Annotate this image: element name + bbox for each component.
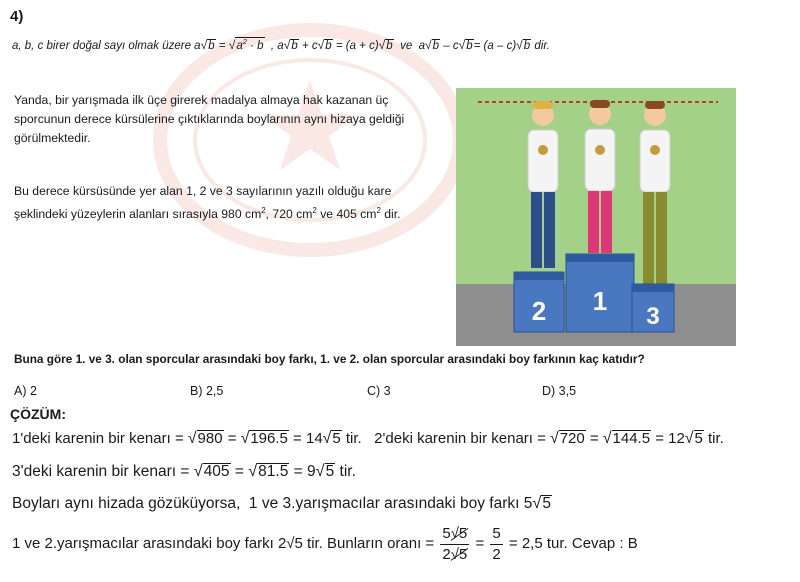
podium-label-third: 3 <box>646 303 660 330</box>
solution-line-1: 1'deki karenin bir kenarı = √980 = √196.5 = 14√5 tir. 2'deki karenin bir kenarı = √720 = √144.5 = 12√5 tir. <box>12 430 724 447</box>
question-prompt: Buna göre 1. ve 3. olan sporcular arasındaki boy farkı, 1. ve 2. olan sporcular arasındaki boy farkının kaç katıdır? <box>14 352 645 366</box>
solution-line-4: 1 ve 2.yarışmacılar arasındaki boy farkı 2√5 tir. Bunların oranı = $\frac{5√5}{2√5}$ = $\frac{5}{2}$ = 2,5 tur. Cevap : B <box>12 525 638 563</box>
paragraph-areas: Bu derece kürsüsünde yer alan 1, 2 ve 3 sayılarının yazılı olduğu kare şeklindeki yüzeylerin alanları sırasıyla 980 $cm^2$, 720 $cm^2$ ve 405 $cm^2$ dir. <box>14 184 401 222</box>
podium-block-first <box>566 254 634 332</box>
question-number: 4) <box>10 8 24 25</box>
podium-illustration <box>456 88 736 346</box>
choice-a[interactable]: A) 2 <box>14 384 37 398</box>
solution-line-3: Boyları aynı hizada gözüküyorsa, 1 ve 3.yarışmacılar arasındaki boy farkı 5√5 <box>12 494 551 512</box>
simplified-fraction: $\frac{5}{2}$ <box>492 525 501 563</box>
solution-heading: ÇÖZÜM: <box>10 406 66 422</box>
podium-block-second <box>514 272 564 332</box>
choice-d[interactable]: D) 3,5 <box>542 384 577 398</box>
choice-c[interactable]: C) 3 <box>367 384 391 398</box>
solution-line-2: 3'deki karenin bir kenarı = √405 = √81.5 = 9√5 tir. <box>12 462 356 480</box>
podium-block-third <box>632 284 674 332</box>
podium-label-first: 1 <box>592 286 608 316</box>
paragraph-intro: Yanda, bir yarışmada ilk üçe girerek madalya almaya hak kazanan üç sporcunun derece kürsülerine çıktıklarında boylarının aynı hizaya geldiği görülmektedir. <box>14 93 405 145</box>
podium-label-second: 2 <box>531 296 547 326</box>
choice-b[interactable]: B) 2,5 <box>190 384 224 398</box>
ratio-fraction: $\frac{5√5}{2√5}$ <box>442 525 468 563</box>
rule-text: a, b, c birer doğal sayı olmak üzere $a√b = √a^2 \cdot b$ , a√b + c√b = (a + c)√b ve a√b – c√b= (a – c)√b dir. <box>12 37 550 52</box>
